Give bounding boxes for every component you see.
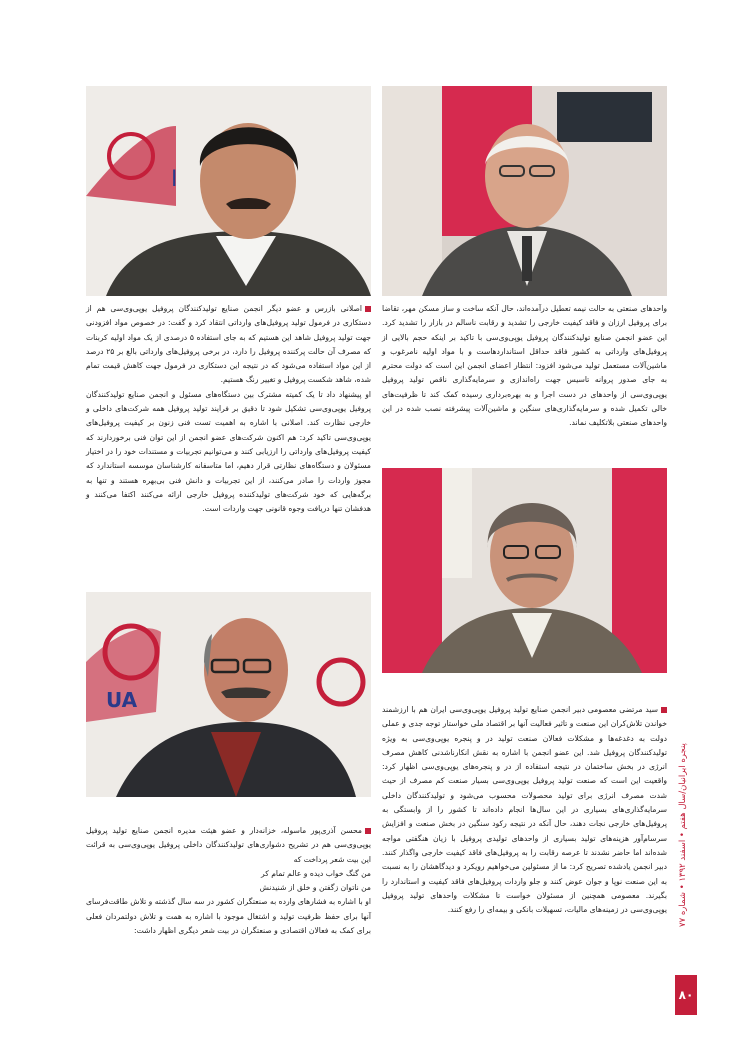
paragraph-text: محسن آذری‌پور ماسوله، خزانه‌دار و عضو هیئت مدیره انجمن صنایع تولید پروفیل یوپی‌وی‌سی هم در تشریح دشواری‌های تولیدکنندگان داخلی پروفیل یوپی‌وی‌سی به قرائت این بیت شعر پرداخت که [86, 826, 371, 864]
right-column-top [382, 302, 667, 462]
article-paragraph: واحدهای صنعتی به حالت نیمه تعطیل درآمده‌اند، حال آنکه ساخت و ساز مسکن مهر، تقاضا برای پروفیل ارزان و فاقد کیفیت خارجی را تشدید و رقابت ناسالم در بازار را تشدید کرد. این عضو انجمن صنایع تولیدکنندگان پروفیل یوپی‌وی‌سی با تاکید بر اینکه حجم بالایی از پروفیل‌های وارداتی به کشور فاقد حداقل استانداردهاست و با مواد اولیه نامرغوب و ماشین‌آلات مستعمل تولید می‌شود افزود: انتظار اعضای انجمن این است که دولت محترم به جای صدور پروانه تاسیس جهت راه‌اندازی و سرمایه‌گذاری ناقص تولید پروفیل یوپی‌وی‌سی از واحدهای در دست اجرا و به بهره‌برداری رسیده کمک کند تا ظرفیت‌های خالی تکمیل شده و سرمایه‌گذاری‌های سنگین و ماشین‌آلات پیشرفته نصب شده در این واحدهای صنعتی بلاتکلیف نماند. [382, 304, 667, 428]
photo-elderly-man-white-hair [382, 86, 667, 296]
photo-man-dark-hair-suit [86, 86, 371, 296]
paragraph-marker-icon [661, 707, 667, 713]
photo-man-glasses-grey-hair [382, 468, 667, 673]
photo-bald-man-glasses-scarf [86, 592, 371, 797]
paragraph-text: اصلانی بازرس و عضو دیگر انجمن صنایع تولیدکنندگان پروفیل یوپی‌وی‌سی هم از دستکاری در فرمول تولید پروفیل‌های وارداتی انتقاد کرد و گفت: در خصوص مواد افزودنی جهت تولید پروفیل شاهد این هستیم که به جای استفاده ۵ درصدی از یک مواد اولیه کربنات که مصرف آن حالت پرکننده پروفیل را دارد، در برخی پروفیل‌های وارداتی بالغ بر ۲۵ درصد از این مواد استفاده می‌شود که در نتیجه این دستکاری در فرمول جهت کاهش قیمت تمام شده، شاهد شکست پروفیل و تغییر رنگ هستیم. [86, 304, 372, 385]
poem-verse-1: من گنگ خواب دیده و عالم تمام کر [261, 868, 371, 878]
article-paragraph: او با اشاره به فشارهای وارده به صنعتگران کشور در سه سال گذشته و تلاش طاقت‌فرسای آنها برای حفظ ظرفیت تولید و اشتغال موجود با اشاره به همت و تلاش دولتمردان فعلی برای کمک به فعالان اقتصادی و صنعتگران در بیت شعر دیگری اظهار داشت: [86, 897, 371, 936]
right-column-bottom [382, 703, 667, 993]
poem-verse-2: من ناتوان زگفتن و خلق از شنیدنش [259, 883, 371, 893]
portrait-photo-icon [382, 468, 667, 673]
left-column-bottom [86, 824, 371, 1004]
paragraph-marker-icon [365, 306, 371, 312]
article-paragraph: او پیشنهاد داد تا یک کمیته مشترک بین دستگاه‌های مسئول و انجمن صنایع تولیدکنندگان پروفیل یوپی‌وی‌سی تشکیل شود تا دقیق بر فرایند تولید پروفیل همه شرکت‌های داخلی و خارجی نظارت کند. اصلانی با اشاره به اهمیت تست فنی زنون بر کیفیت پروفیل‌های یوپی‌وی‌سی تاکید کرد: هم اکنون شرکت‌های عضو انجمن از این توان فنی برخوردارند که کیفیت پروفیل‌های وارداتی را ارزیابی کنند و می‌توانیم تجربیات و مستندات خود را در اختیار مسئولان و دستگاه‌های نظارتی قرار دهیم، اما متاسفانه کارشناسان موسسه استاندارد که مجوز واردات را صادر می‌کنند، از این تجربیات و دانش فنی بی‌بهره هستند و تنها به برگه‌هایی که خود شرکت‌های تولیدکننده پروفیل خارجی ارائه می‌کنند اکتفا می‌کنند و هدفشان تنها دریافت وجوه قانونی جهت واردات است. [86, 389, 371, 514]
page-number: ۸۰ [675, 975, 697, 1015]
portrait-photo-icon [86, 592, 371, 797]
svg-text:UA: UA [106, 688, 138, 712]
portrait-photo-icon [382, 86, 667, 296]
svg-text:I: I [171, 167, 178, 192]
article-paragraph [86, 302, 371, 388]
magazine-issue-label: پنجره ایرانیان/سال هفتم • اسفند ۱۳۹۲ • شماره ۷۷ [678, 743, 688, 927]
paragraph-marker-icon [365, 828, 371, 834]
paragraph-text: سید مرتضی معصومی دبیر انجمن صنایع تولید پروفیل یوپی‌وی‌سی ایران هم با ارزشمند خواندن تلاش‌کران این صنعت و تاثیر فعالیت آنها بر اقتصاد ملی خواستار توجه جدی و عملی دولت به دغدغه‌ها و مشکلات فعالان صنعت تولید در و پنجره یوپی‌وی‌سی به ویژه تولیدکنندگان پروفیل شد. این عضو انجمن با اشاره به نقش انکارناشدنی کاهش مصرف انرژی در بخش ساختمان در نتیجه استفاده از در و پنجره‌های یوپی‌وی‌سی اظهار کرد: واقعیت این است که صنعت تولید پروفیل یوپی‌وی‌سی بسیار صنعت کم مصرف از حیث شدت مصرف انرژی برای تولید محصولات محسوب می‌شود و تولیدکنندگان داخلی سرمایه‌گذاری‌های بسیاری در این سال‌ها انجام داده‌اند تا کشور را از وابستگی به پروفیل‌های خارجی نجات دهند، حال آنکه در نتیجه رکود سنگین در بخش صنعت و افزایش سرسام‌آور هزینه‌های تولید بسیاری از واحدهای تولیدی پروفیل با زیان هنگفتی مواجه شده‌اند اما حاضر نشدند تا عرصه رقابت را به پروفیل‌های فاقد کیفیت خارجی واگذار کنند. دبیر انجمن یادشده تصریح کرد: ما از مسئولین می‌خواهیم رویکرد و دیدگاهشان را به نسبت به این صنعت نوپا و جوان عوض کنند و جلو واردات پروفیل‌های فاقد کیفیت و استاندارد را بگیرند. معصومی همچنین از مسئولان خواست تا مشکلات واحدهای تولید پروفیل یوپی‌وی‌سی در زمینه‌های مالیات، تسهیلات بانکی و بیمه‌ای را رفع کنند. [382, 705, 667, 915]
article-paragraph [382, 703, 667, 917]
portrait-photo-icon [86, 86, 371, 296]
article-paragraph [86, 824, 371, 867]
left-column-top [86, 302, 371, 587]
